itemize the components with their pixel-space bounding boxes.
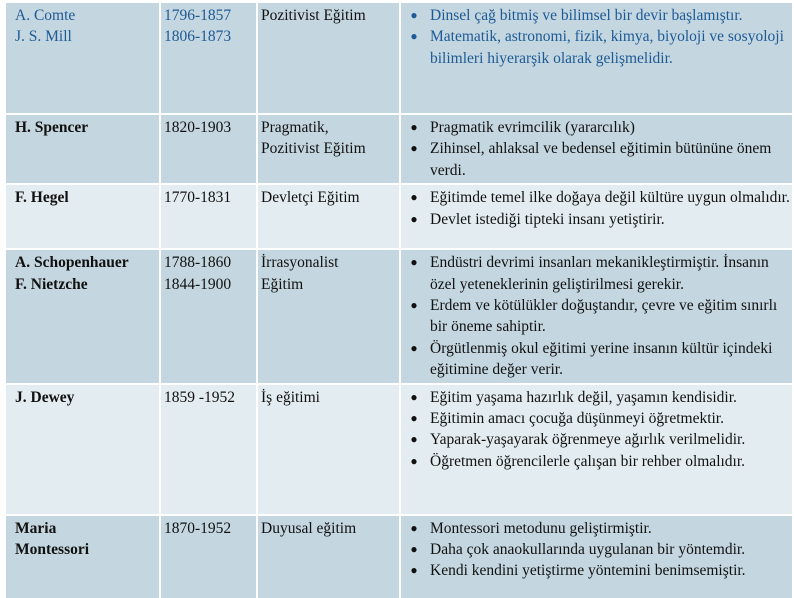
- list-item: [401, 26, 792, 69]
- list-item: [401, 560, 792, 581]
- education-approach: [257, 249, 400, 383]
- table-body: [6, 3, 793, 598]
- key-points-list: [401, 187, 792, 230]
- point-text: Erdem ve kötülükler doğuştandır, çevre ve eğitim sınırlı bir öneme sahiptir.: [430, 297, 778, 336]
- life-years-line: 1870-1952: [164, 519, 232, 537]
- education-approach: [257, 515, 400, 598]
- life-years-line: 1796-1857: [164, 7, 232, 24]
- point-text: Daha çok anaokullarında uygulanan bir yöntemdir.: [430, 541, 746, 559]
- bullet-icon: ●: [410, 190, 418, 205]
- point-text: Kendi kendini yetiştirme yöntemini benimsemiştir.: [430, 562, 746, 580]
- list-item: [401, 408, 792, 429]
- philosopher-name-line: J. S. Mill: [15, 28, 72, 46]
- education-approach-line: İş eğitimi: [261, 388, 320, 406]
- life-years: [160, 114, 257, 184]
- table-row: [6, 384, 793, 515]
- education-approach: [257, 3, 400, 114]
- bullet-icon: ●: [410, 8, 418, 22]
- table-row: [6, 114, 793, 184]
- education-approach-line: Duyusal eğitim: [261, 519, 357, 537]
- philosopher-name-line: F. Hegel: [15, 189, 69, 207]
- education-approach-line: Pozitivist Eğitim: [261, 7, 366, 24]
- bullet-icon: ●: [410, 542, 418, 557]
- list-item: [401, 387, 792, 408]
- life-years: [160, 515, 257, 598]
- key-points-list: [401, 518, 792, 582]
- education-approach-line: Eğitim: [261, 275, 304, 293]
- life-years-line: 1770-1831: [164, 189, 232, 207]
- table-row: [6, 184, 793, 249]
- key-points: [400, 114, 793, 184]
- key-points-list: [401, 387, 792, 473]
- point-text: Montessori metodunu geliştirmiştir.: [430, 519, 652, 537]
- key-points: [400, 249, 793, 383]
- education-approach: [257, 384, 400, 515]
- philosopher-name-line: F. Nietzche: [15, 275, 88, 293]
- bullet-icon: ●: [410, 29, 418, 44]
- table-row: [6, 515, 793, 598]
- philosopher-name-line: Montessori: [15, 541, 90, 559]
- philosopher-name-line: Maria: [15, 519, 57, 537]
- philosopher-name: [6, 114, 160, 184]
- point-text: Endüstri devrimi insanları mekanikleştirmiştir. İnsanın özel yeteneklerinin geliştirilmesi gerekir.: [430, 254, 769, 293]
- life-years: [160, 184, 257, 249]
- education-approach-line: İrrasyonalist: [261, 254, 339, 272]
- philosopher-name-line: J. Dewey: [15, 388, 75, 406]
- bullet-icon: ●: [410, 432, 418, 447]
- education-approach-line: Pragmatik,: [261, 119, 329, 136]
- list-item: [401, 117, 792, 138]
- point-text: Pragmatik evrimcilik (yararcılık): [430, 119, 635, 136]
- list-item: [401, 429, 792, 450]
- education-approach: [257, 114, 400, 184]
- point-text: Dinsel çağ bitmiş ve bilimsel bir devir başlamıştır.: [430, 7, 743, 24]
- bullet-icon: ●: [410, 389, 418, 404]
- point-text: Örgütlenmiş okul eğitimi yerine insanın kültür içindeki eğitimine değer verir.: [430, 339, 773, 379]
- philosopher-name-line: A. Schopenhauer: [15, 254, 129, 272]
- education-approach-line: Devletçi Eğitim: [261, 189, 360, 207]
- philosophers-table: [6, 3, 794, 598]
- point-text: Eğitimin amacı çocuğa düşünmeyi öğretmektir.: [430, 410, 724, 428]
- list-item: [401, 209, 792, 230]
- philosopher-name: [6, 384, 160, 515]
- education-approach: [257, 184, 400, 249]
- bullet-icon: ●: [410, 211, 418, 226]
- key-points-list: [401, 117, 792, 181]
- life-years-line: 1820-1903: [164, 119, 232, 136]
- life-years: [160, 249, 257, 383]
- key-points-list: [401, 252, 792, 380]
- life-years-line: 1844-1900: [164, 275, 232, 293]
- bullet-icon: ●: [410, 453, 418, 468]
- point-text: Devlet istediği tipteki insanı yetiştirir.: [430, 210, 665, 228]
- bullet-icon: ●: [410, 520, 418, 535]
- life-years-line: 1859 -1952: [164, 388, 236, 406]
- list-item: [401, 338, 792, 381]
- point-text: Zihinsel, ahlaksal ve bedensel eğitimin bütününe önem verdi.: [430, 140, 772, 179]
- point-text: Öğretmen öğrencilerle çalışan bir rehber olmalıdır.: [430, 452, 746, 470]
- philosopher-name: [6, 515, 160, 598]
- bullet-icon: ●: [410, 120, 418, 134]
- philosopher-name-line: A. Comte: [15, 7, 76, 24]
- key-points-list: [401, 5, 792, 69]
- bullet-icon: ●: [410, 411, 418, 426]
- bullet-icon: ●: [410, 141, 418, 156]
- list-item: [401, 295, 792, 338]
- philosopher-name: [6, 249, 160, 383]
- point-text: Matematik, astronomi, fizik, kimya, biyoloji ve sosyoloji bilimleri hiyerarşik olarak gelişmelidir.: [430, 28, 784, 67]
- list-item: [401, 138, 792, 181]
- list-item: [401, 5, 792, 26]
- key-points: [400, 515, 793, 598]
- life-years-line: 1806-1873: [164, 28, 232, 46]
- bullet-icon: ●: [410, 340, 418, 355]
- point-text: Eğitim yaşama hazırlık değil, yaşamın kendisidir.: [430, 388, 737, 406]
- list-item: [401, 518, 792, 539]
- key-points: [400, 3, 793, 114]
- point-text: Yaparak-yaşayarak öğrenmeye ağırlık verilmelidir.: [430, 431, 746, 449]
- philosopher-name: [6, 3, 160, 114]
- bullet-icon: ●: [410, 563, 418, 578]
- life-years: [160, 3, 257, 114]
- point-text: Eğitimde temel ilke doğaya değil kültüre uygun olmalıdır.: [430, 189, 790, 207]
- bullet-icon: ●: [410, 255, 418, 270]
- key-points: [400, 384, 793, 515]
- table-row: [6, 3, 793, 114]
- list-item: [401, 451, 792, 472]
- list-item: [401, 187, 792, 208]
- bullet-icon: ●: [410, 298, 418, 313]
- education-approach-line: Pozitivist Eğitim: [261, 140, 366, 158]
- table-row: [6, 249, 793, 383]
- life-years: [160, 384, 257, 515]
- list-item: [401, 539, 792, 560]
- life-years-line: 1788-1860: [164, 254, 232, 272]
- list-item: [401, 252, 792, 295]
- key-points: [400, 184, 793, 249]
- philosopher-name-line: H. Spencer: [15, 119, 89, 136]
- philosopher-name: [6, 184, 160, 249]
